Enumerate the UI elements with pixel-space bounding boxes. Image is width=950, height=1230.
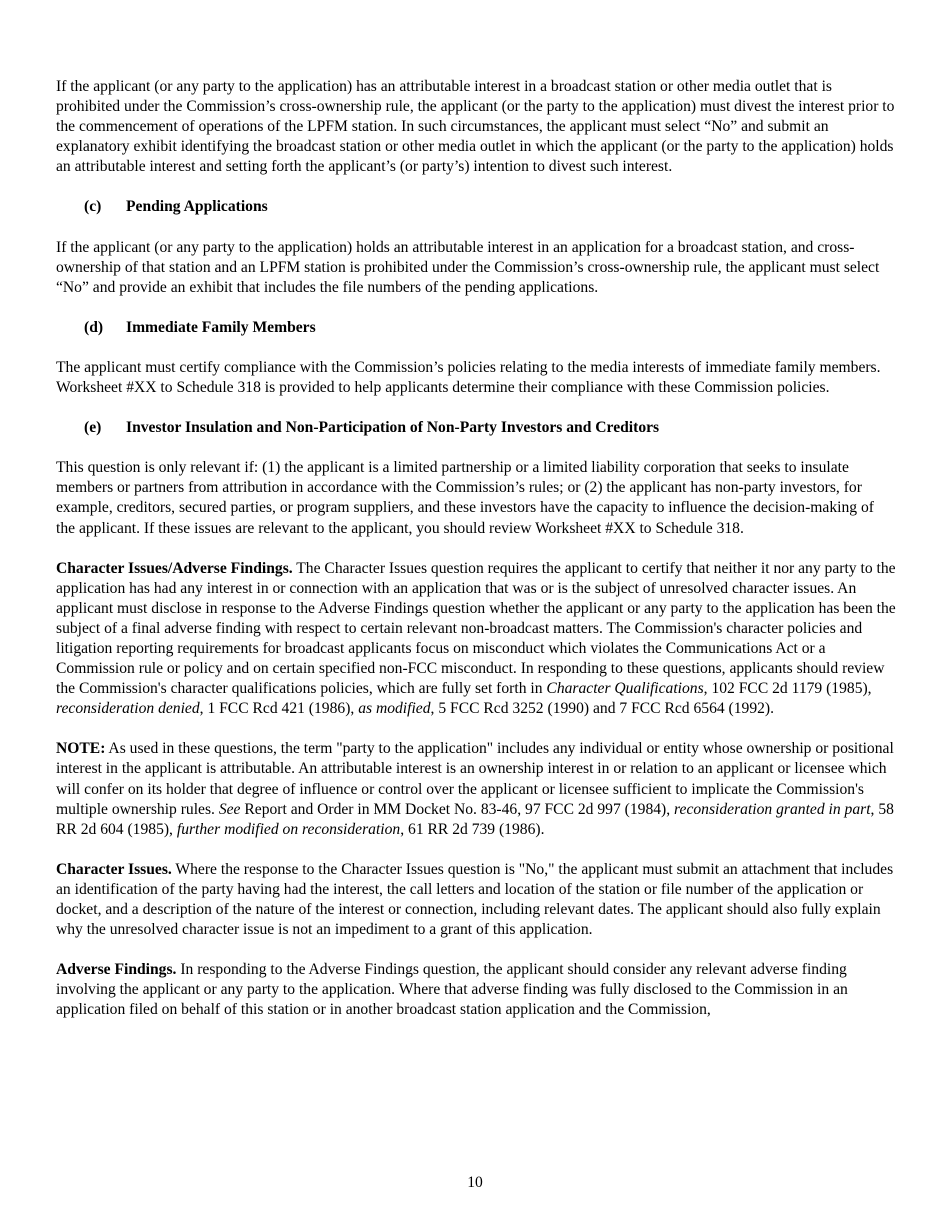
character-issues-paragraph: [56, 860, 896, 940]
note-lead: NOTE:: [56, 740, 106, 758]
adverse-findings-paragraph: [56, 960, 896, 1020]
section-e-label: (e): [84, 419, 102, 437]
adverse-findings-text: In responding to the Adverse Findings question, the applicant should consider any relevant adverse finding involving the applicant or any party to the application. Where that adverse finding was fully disclosed to the Commission in an application filed on behalf of this station or in another broadcast station application and the Commission,: [56, 961, 848, 1019]
section-d-label: (d): [84, 318, 104, 336]
character-adverse-cite-1: Character Qualifications: [546, 680, 704, 698]
section-d-title: Immediate Family Members: [126, 318, 316, 336]
character-adverse-text-4: , 5 FCC Rcd 3252 (1990) and 7 FCC Rcd 6564 (1992).: [430, 700, 775, 718]
section-c-heading: [84, 197, 896, 217]
section-e-title: Investor Insulation and Non-Participation of Non-Party Investors and Creditors: [126, 419, 660, 437]
document-body: [56, 77, 896, 1040]
note-text-4: , 61 RR 2d 739 (1986).: [400, 820, 545, 838]
character-adverse-cite-3: as modified: [358, 700, 431, 718]
note-text-3: , 58 RR 2d 604 (1985),: [56, 800, 894, 838]
section-e-paragraph: This question is only relevant if: (1) the applicant is a limited partnership or a limited liability corporation that seeks to insulate members or partners from attribution in accordance with the Commission’s rules; or (2) the applicant has non-party investors, for example, creditors, secured parties, or program suppliers, and these investors have the capacity to influence the decision-making of the applicant. If these issues are relevant to the applicant, you should review Worksheet #XX to Schedule 318.: [56, 459, 874, 537]
note-text-2: Report and Order in MM Docket No. 83-46, 97 FCC 2d 997 (1984),: [240, 800, 675, 818]
section-d-heading: [84, 318, 896, 338]
section-e-heading: [84, 418, 896, 438]
section-c-label: (c): [84, 198, 102, 216]
character-adverse-text-3: , 1 FCC Rcd 421 (1986),: [199, 700, 359, 718]
adverse-findings-lead: Adverse Findings.: [56, 961, 177, 979]
note-see: See: [218, 800, 241, 818]
character-adverse-paragraph: [56, 559, 896, 720]
character-issues-lead: Character Issues.: [56, 860, 172, 878]
character-adverse-cite-2: reconsideration denied: [56, 700, 200, 718]
section-c-title: Pending Applications: [126, 198, 268, 216]
note-cite-2: further modified on reconsideration: [176, 820, 401, 838]
note-paragraph: [56, 739, 896, 839]
note-text-1: As used in these questions, the term "party to the application" includes any individual or entity whose ownership or positional interest in the applicant is attributable. An attributable interest is an ownership interest in or relation to an applicant or licensee which will confer on its holder that degree of influence or control over the applicant or licensee sufficient to implicate the Commission's multiple ownership rules.: [56, 740, 894, 818]
note-cite-1: reconsideration granted in part: [674, 800, 871, 818]
divestiture-paragraph: If the applicant (or any party to the application) has an attributable interest in a broadcast station or other media outlet that is prohibited under the Commission’s cross-ownership rule, the applicant (or the party to the application) must divest the interest prior to the commencement of operations of the LPFM station. In such circumstances, the applicant must select “No” and submit an explanatory exhibit identifying the broadcast station or other media outlet in which the applicant (or the party to the application) holds an attributable interest and setting forth the applicant’s (or party’s) intention to divest such interest.: [56, 78, 895, 176]
section-c-paragraph: If the applicant (or any party to the application) holds an attributable interest in an application for a broadcast station, and cross-ownership of that station and an LPFM station is prohibited under the Commission’s cross-ownership rule, the applicant must select “No” and provide an exhibit that includes the file numbers of the pending applications.: [56, 238, 880, 296]
character-adverse-lead: Character Issues/Adverse Findings.: [56, 559, 293, 577]
section-d-paragraph: The applicant must certify compliance with the Commission’s policies relating to the media interests of immediate family members. Worksheet #XX to Schedule 318 is provided to help applicants determine their compliance with these Commission policies.: [56, 358, 881, 397]
character-adverse-text-2: , 102 FCC 2d 1179 (1985),: [703, 680, 872, 698]
character-issues-text: Where the response to the Character Issues question is "No," the applicant must submit an attachment that includes an identification of the party having had the interest, the call letters and location of the station or file number of the application or docket, and a description of the nature of the interest or connection, including relevant dates. The applicant should also fully explain why the unresolved character issue is not an impediment to a grant of this application.: [56, 860, 894, 939]
character-adverse-text-1: The Character Issues question requires the applicant to certify that neither it nor any party to the application has had any interest in or connection with an application that was or is the subject of unresolved character issues. An applicant must disclose in response to the Adverse Findings question whether the applicant or any party to the application has been the subject of a final adverse finding with respect to certain relevant non-broadcast matters. The Commission's character policies and litigation reporting requirements for broadcast applicants focus on misconduct which violates the Communications Act or a Commission rule or policy and on certain specified non-FCC misconduct. In responding to these questions, applicants should review the Commission's character qualifications policies, which are fully set forth in: [56, 559, 896, 698]
page-number: 10: [467, 1174, 483, 1191]
